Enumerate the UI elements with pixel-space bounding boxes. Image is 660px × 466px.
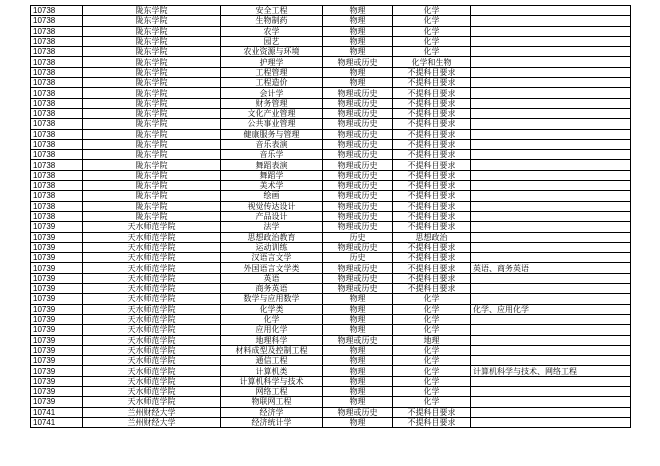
first-subject-cell: 物理或历史: [323, 88, 393, 98]
major-cell: 经济学: [221, 407, 323, 417]
school-name-cell: 天水师范学院: [83, 284, 221, 294]
school-name-cell: 天水师范学院: [83, 335, 221, 345]
note-cell: [471, 294, 631, 304]
table-row: [31, 222, 631, 232]
table-row: [31, 57, 631, 67]
school-code-cell: 10738: [31, 16, 83, 26]
first-subject-cell: 物理: [323, 36, 393, 46]
school-name-cell: 天水师范学院: [83, 345, 221, 355]
school-name-cell: 陇东学院: [83, 16, 221, 26]
second-subject-cell: 不提科目要求: [393, 191, 471, 201]
first-subject-cell: 物理或历史: [323, 139, 393, 149]
second-subject-cell: 化学: [393, 356, 471, 366]
note-cell: [471, 98, 631, 108]
school-code-cell: 10738: [31, 98, 83, 108]
table-row: [31, 345, 631, 355]
major-cell: 经济统计学: [221, 417, 323, 427]
major-cell: 健康服务与管理: [221, 129, 323, 139]
major-cell: 安全工程: [221, 6, 323, 16]
school-code-cell: 10739: [31, 294, 83, 304]
school-name-cell: 陇东学院: [83, 26, 221, 36]
school-code-cell: 10738: [31, 108, 83, 118]
major-cell: 会计学: [221, 88, 323, 98]
major-cell: 化学: [221, 314, 323, 324]
second-subject-cell: 不提科目要求: [393, 160, 471, 170]
first-subject-cell: 物理: [323, 67, 393, 77]
school-name-cell: 兰州财经大学: [83, 417, 221, 427]
second-subject-cell: 化学: [393, 304, 471, 314]
first-subject-cell: 物理: [323, 26, 393, 36]
second-subject-cell: 化学: [393, 6, 471, 16]
table-body: [31, 6, 631, 428]
school-code-cell: 10738: [31, 57, 83, 67]
second-subject-cell: 化学: [393, 366, 471, 376]
second-subject-cell: 思想政治: [393, 232, 471, 242]
table-row: [31, 78, 631, 88]
note-cell: [471, 335, 631, 345]
school-code-cell: 10738: [31, 47, 83, 57]
table-row: [31, 253, 631, 263]
school-name-cell: 天水师范学院: [83, 356, 221, 366]
first-subject-cell: 物理: [323, 47, 393, 57]
major-cell: 绘画: [221, 191, 323, 201]
school-name-cell: 天水师范学院: [83, 294, 221, 304]
second-subject-cell: 化学: [393, 397, 471, 407]
school-name-cell: 陇东学院: [83, 36, 221, 46]
first-subject-cell: 物理或历史: [323, 108, 393, 118]
school-name-cell: 天水师范学院: [83, 242, 221, 252]
first-subject-cell: 历史: [323, 253, 393, 263]
school-name-cell: 兰州财经大学: [83, 407, 221, 417]
school-code-cell: 10738: [31, 139, 83, 149]
major-cell: 计算机科学与技术: [221, 376, 323, 386]
major-cell: 运动训练: [221, 242, 323, 252]
table-row: [31, 88, 631, 98]
school-code-cell: 10739: [31, 222, 83, 232]
second-subject-cell: 不提科目要求: [393, 170, 471, 180]
school-code-cell: 10739: [31, 376, 83, 386]
first-subject-cell: 物理: [323, 345, 393, 355]
major-cell: 地理科学: [221, 335, 323, 345]
first-subject-cell: 物理: [323, 16, 393, 26]
school-code-cell: 10738: [31, 181, 83, 191]
major-cell: 材料成型及控制工程: [221, 345, 323, 355]
note-cell: [471, 170, 631, 180]
second-subject-cell: 不提科目要求: [393, 98, 471, 108]
major-cell: 舞蹈学: [221, 170, 323, 180]
note-cell: [471, 78, 631, 88]
school-code-cell: 10738: [31, 160, 83, 170]
school-name-cell: 陇东学院: [83, 201, 221, 211]
first-subject-cell: 物理或历史: [323, 284, 393, 294]
school-code-cell: 10738: [31, 191, 83, 201]
school-name-cell: 天水师范学院: [83, 386, 221, 396]
major-cell: 音乐学: [221, 150, 323, 160]
note-cell: [471, 345, 631, 355]
second-subject-cell: 化学: [393, 47, 471, 57]
first-subject-cell: 物理: [323, 304, 393, 314]
table-row: [31, 139, 631, 149]
major-cell: 法学: [221, 222, 323, 232]
school-name-cell: 天水师范学院: [83, 325, 221, 335]
major-cell: 公共事业管理: [221, 119, 323, 129]
major-cell: 音乐表演: [221, 139, 323, 149]
second-subject-cell: 化学: [393, 36, 471, 46]
table-row: [31, 16, 631, 26]
second-subject-cell: 地理: [393, 335, 471, 345]
first-subject-cell: 物理: [323, 314, 393, 324]
school-name-cell: 天水师范学院: [83, 232, 221, 242]
second-subject-cell: 化学和生物: [393, 57, 471, 67]
table-row: [31, 417, 631, 427]
first-subject-cell: 物理: [323, 294, 393, 304]
note-cell: [471, 181, 631, 191]
school-code-cell: 10739: [31, 325, 83, 335]
school-name-cell: 天水师范学院: [83, 222, 221, 232]
school-name-cell: 天水师范学院: [83, 314, 221, 324]
note-cell: [471, 191, 631, 201]
school-code-cell: 10738: [31, 150, 83, 160]
second-subject-cell: 不提科目要求: [393, 211, 471, 221]
major-cell: 商务英语: [221, 284, 323, 294]
table-row: [31, 386, 631, 396]
school-code-cell: 10738: [31, 78, 83, 88]
school-code-cell: 10738: [31, 211, 83, 221]
major-cell: 视觉传达设计: [221, 201, 323, 211]
school-code-cell: 10739: [31, 273, 83, 283]
note-cell: [471, 284, 631, 294]
school-name-cell: 天水师范学院: [83, 397, 221, 407]
first-subject-cell: 物理或历史: [323, 222, 393, 232]
first-subject-cell: 物理: [323, 78, 393, 88]
school-name-cell: 天水师范学院: [83, 304, 221, 314]
first-subject-cell: 物理或历史: [323, 170, 393, 180]
second-subject-cell: 不提科目要求: [393, 88, 471, 98]
school-name-cell: 陇东学院: [83, 139, 221, 149]
first-subject-cell: 物理: [323, 366, 393, 376]
first-subject-cell: 物理或历史: [323, 160, 393, 170]
second-subject-cell: 不提科目要求: [393, 129, 471, 139]
note-cell: [471, 108, 631, 118]
school-name-cell: 陇东学院: [83, 191, 221, 201]
second-subject-cell: 化学: [393, 345, 471, 355]
note-cell: [471, 139, 631, 149]
school-code-cell: 10738: [31, 88, 83, 98]
second-subject-cell: 不提科目要求: [393, 139, 471, 149]
school-code-cell: 10739: [31, 345, 83, 355]
second-subject-cell: 不提科目要求: [393, 119, 471, 129]
table-row: [31, 314, 631, 324]
table-row: [31, 6, 631, 16]
table-row: [31, 108, 631, 118]
major-cell: 产品设计: [221, 211, 323, 221]
table-row: [31, 181, 631, 191]
note-cell: [471, 325, 631, 335]
second-subject-cell: 不提科目要求: [393, 263, 471, 273]
second-subject-cell: 不提科目要求: [393, 181, 471, 191]
table-row: [31, 304, 631, 314]
school-name-cell: 天水师范学院: [83, 273, 221, 283]
second-subject-cell: 不提科目要求: [393, 222, 471, 232]
major-cell: 外国语言文学类: [221, 263, 323, 273]
major-cell: 财务管理: [221, 98, 323, 108]
note-cell: [471, 417, 631, 427]
first-subject-cell: 物理或历史: [323, 98, 393, 108]
note-cell: [471, 150, 631, 160]
major-cell: 园艺: [221, 36, 323, 46]
first-subject-cell: 物理或历史: [323, 273, 393, 283]
table-row: [31, 98, 631, 108]
major-cell: 网络工程: [221, 386, 323, 396]
first-subject-cell: 物理或历史: [323, 407, 393, 417]
note-cell: [471, 47, 631, 57]
second-subject-cell: 不提科目要求: [393, 108, 471, 118]
note-cell: [471, 57, 631, 67]
school-code-cell: 10739: [31, 263, 83, 273]
note-cell: [471, 356, 631, 366]
major-cell: 物联网工程: [221, 397, 323, 407]
second-subject-cell: 化学: [393, 376, 471, 386]
school-code-cell: 10739: [31, 314, 83, 324]
major-cell: 通信工程: [221, 356, 323, 366]
table-row: [31, 160, 631, 170]
table-row: [31, 294, 631, 304]
note-cell: [471, 273, 631, 283]
second-subject-cell: 不提科目要求: [393, 150, 471, 160]
school-name-cell: 陇东学院: [83, 160, 221, 170]
table-row: [31, 129, 631, 139]
school-code-cell: 10739: [31, 242, 83, 252]
note-cell: [471, 397, 631, 407]
table-row: [31, 47, 631, 57]
major-cell: 工程管理: [221, 67, 323, 77]
school-code-cell: 10738: [31, 6, 83, 16]
first-subject-cell: 物理或历史: [323, 181, 393, 191]
second-subject-cell: 化学: [393, 16, 471, 26]
first-subject-cell: 物理或历史: [323, 201, 393, 211]
spreadsheet: [30, 5, 630, 428]
second-subject-cell: 不提科目要求: [393, 78, 471, 88]
second-subject-cell: 不提科目要求: [393, 417, 471, 427]
table-row: [31, 150, 631, 160]
major-cell: 农业资源与环境: [221, 47, 323, 57]
first-subject-cell: 物理或历史: [323, 57, 393, 67]
school-code-cell: 10738: [31, 26, 83, 36]
note-cell: [471, 36, 631, 46]
school-code-cell: 10741: [31, 417, 83, 427]
note-cell: [471, 407, 631, 417]
note-cell: [471, 129, 631, 139]
note-cell: [471, 16, 631, 26]
note-cell: [471, 201, 631, 211]
second-subject-cell: 不提科目要求: [393, 242, 471, 252]
table-row: [31, 201, 631, 211]
first-subject-cell: 物理或历史: [323, 150, 393, 160]
table-row: [31, 397, 631, 407]
table-row: [31, 170, 631, 180]
table-row: [31, 325, 631, 335]
table-row: [31, 119, 631, 129]
second-subject-cell: 不提科目要求: [393, 201, 471, 211]
school-code-cell: 10738: [31, 67, 83, 77]
note-cell: [471, 222, 631, 232]
first-subject-cell: 物理或历史: [323, 242, 393, 252]
school-name-cell: 陇东学院: [83, 6, 221, 16]
school-name-cell: 陇东学院: [83, 98, 221, 108]
school-code-cell: 10738: [31, 129, 83, 139]
table-row: [31, 232, 631, 242]
second-subject-cell: 化学: [393, 325, 471, 335]
school-name-cell: 天水师范学院: [83, 366, 221, 376]
note-cell: 英语、商务英语: [471, 263, 631, 273]
school-code-cell: 10739: [31, 366, 83, 376]
table-row: [31, 273, 631, 283]
first-subject-cell: 物理: [323, 325, 393, 335]
school-code-cell: 10739: [31, 356, 83, 366]
school-name-cell: 陇东学院: [83, 181, 221, 191]
school-name-cell: 陇东学院: [83, 88, 221, 98]
first-subject-cell: 物理或历史: [323, 335, 393, 345]
school-name-cell: 陇东学院: [83, 47, 221, 57]
first-subject-cell: 物理或历史: [323, 191, 393, 201]
note-cell: [471, 211, 631, 221]
school-name-cell: 陇东学院: [83, 108, 221, 118]
school-name-cell: 陇东学院: [83, 57, 221, 67]
major-cell: 英语: [221, 273, 323, 283]
school-name-cell: 天水师范学院: [83, 253, 221, 263]
school-name-cell: 陇东学院: [83, 211, 221, 221]
school-code-cell: 10739: [31, 304, 83, 314]
second-subject-cell: 不提科目要求: [393, 407, 471, 417]
school-code-cell: 10739: [31, 397, 83, 407]
school-name-cell: 陇东学院: [83, 129, 221, 139]
major-cell: 化学类: [221, 304, 323, 314]
note-cell: [471, 160, 631, 170]
note-cell: [471, 376, 631, 386]
note-cell: [471, 242, 631, 252]
first-subject-cell: 物理或历史: [323, 129, 393, 139]
note-cell: [471, 386, 631, 396]
first-subject-cell: 物理: [323, 417, 393, 427]
major-cell: 农学: [221, 26, 323, 36]
first-subject-cell: 物理: [323, 397, 393, 407]
school-name-cell: 陇东学院: [83, 170, 221, 180]
major-cell: 应用化学: [221, 325, 323, 335]
major-cell: 工程造价: [221, 78, 323, 88]
school-code-cell: 10738: [31, 119, 83, 129]
table-row: [31, 26, 631, 36]
major-cell: 文化产业管理: [221, 108, 323, 118]
major-cell: 思想政治教育: [221, 232, 323, 242]
second-subject-cell: 化学: [393, 26, 471, 36]
first-subject-cell: 物理或历史: [323, 211, 393, 221]
major-cell: 生物制药: [221, 16, 323, 26]
first-subject-cell: 物理或历史: [323, 263, 393, 273]
first-subject-cell: 物理或历史: [323, 119, 393, 129]
first-subject-cell: 物理: [323, 6, 393, 16]
school-code-cell: 10739: [31, 335, 83, 345]
table-row: [31, 36, 631, 46]
table-row: [31, 407, 631, 417]
table-row: [31, 191, 631, 201]
table-row: [31, 242, 631, 252]
subject-requirements-table: [30, 5, 631, 428]
note-cell: [471, 314, 631, 324]
major-cell: 护理学: [221, 57, 323, 67]
table-row: [31, 284, 631, 294]
school-code-cell: 10741: [31, 407, 83, 417]
school-code-cell: 10738: [31, 201, 83, 211]
note-cell: [471, 67, 631, 77]
note-cell: [471, 253, 631, 263]
major-cell: 美术学: [221, 181, 323, 191]
school-name-cell: 天水师范学院: [83, 376, 221, 386]
major-cell: 舞蹈表演: [221, 160, 323, 170]
school-code-cell: 10738: [31, 36, 83, 46]
major-cell: 汉语言文学: [221, 253, 323, 263]
second-subject-cell: 不提科目要求: [393, 67, 471, 77]
school-code-cell: 10739: [31, 232, 83, 242]
first-subject-cell: 物理: [323, 356, 393, 366]
second-subject-cell: 化学: [393, 386, 471, 396]
second-subject-cell: 不提科目要求: [393, 284, 471, 294]
school-code-cell: 10739: [31, 284, 83, 294]
second-subject-cell: 不提科目要求: [393, 253, 471, 263]
first-subject-cell: 历史: [323, 232, 393, 242]
note-cell: [471, 88, 631, 98]
table-row: [31, 376, 631, 386]
second-subject-cell: 化学: [393, 294, 471, 304]
table-row: [31, 366, 631, 376]
school-name-cell: 天水师范学院: [83, 263, 221, 273]
table-row: [31, 67, 631, 77]
table-row: [31, 335, 631, 345]
school-code-cell: 10739: [31, 386, 83, 396]
note-cell: [471, 119, 631, 129]
school-name-cell: 陇东学院: [83, 150, 221, 160]
school-code-cell: 10739: [31, 253, 83, 263]
major-cell: 计算机类: [221, 366, 323, 376]
first-subject-cell: 物理: [323, 376, 393, 386]
second-subject-cell: 不提科目要求: [393, 273, 471, 283]
note-cell: 化学、应用化学: [471, 304, 631, 314]
school-code-cell: 10738: [31, 170, 83, 180]
note-cell: [471, 26, 631, 36]
school-name-cell: 陇东学院: [83, 78, 221, 88]
major-cell: 数学与应用数学: [221, 294, 323, 304]
note-cell: 计算机科学与技术、网络工程: [471, 366, 631, 376]
first-subject-cell: 物理: [323, 386, 393, 396]
school-name-cell: 陇东学院: [83, 67, 221, 77]
second-subject-cell: 化学: [393, 314, 471, 324]
note-cell: [471, 232, 631, 242]
note-cell: [471, 6, 631, 16]
table-row: [31, 356, 631, 366]
school-name-cell: 陇东学院: [83, 119, 221, 129]
table-row: [31, 263, 631, 273]
table-row: [31, 211, 631, 221]
